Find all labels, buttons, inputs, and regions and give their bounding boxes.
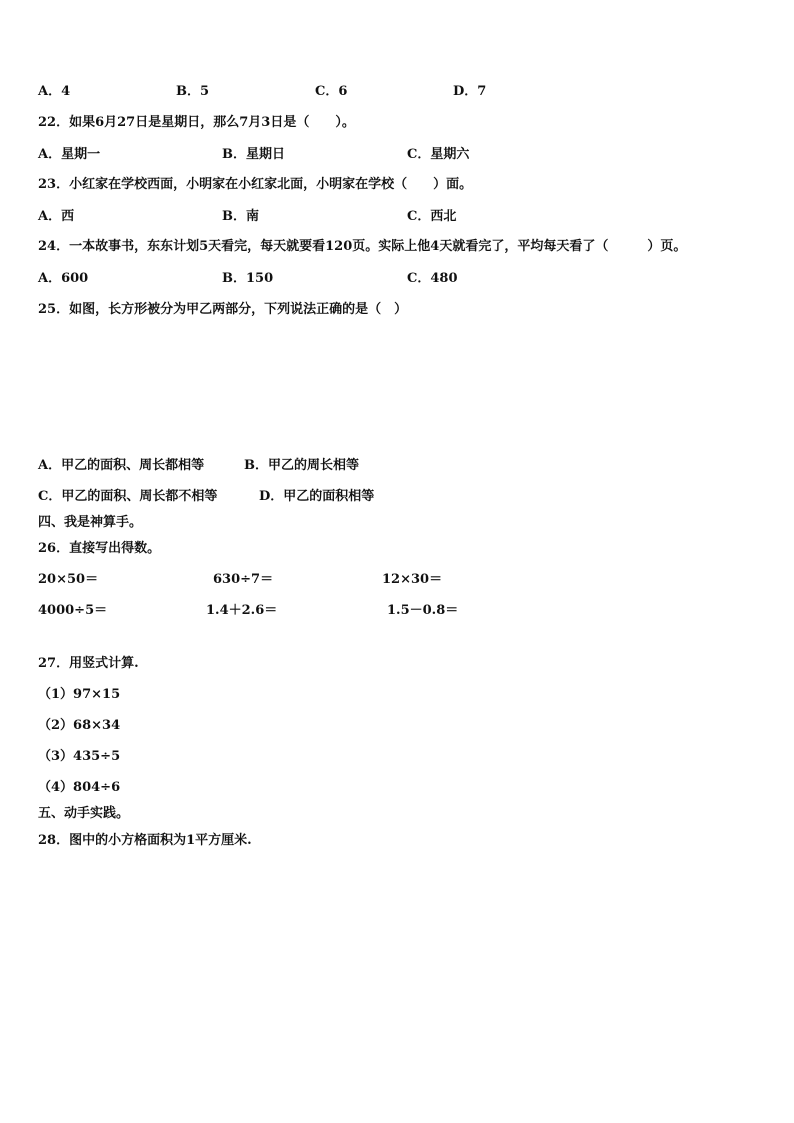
q26-expr-4[interactable]: 4000÷5＝ [38,603,108,618]
q27-item-4[interactable]: （4）804÷6 [38,780,121,795]
q26-expr-1[interactable]: 20×50＝ [38,572,99,587]
q28-figure-blank [38,856,758,1096]
q23-option-c[interactable]: C．西北 [407,209,457,224]
q25-option-b[interactable]: B．甲乙的周长相等 [244,458,359,473]
q26-expr-6[interactable]: 1.5－0.8＝ [387,603,459,618]
q23-stem: 23．小红家在学校西面，小明家在小红家北面，小明家在学校（ ）面。 [38,177,473,192]
q23-option-a[interactable]: A．西 [38,209,75,224]
q21-option-d[interactable]: D．7 [453,84,487,99]
section-five-title: 五、动手实践。 [38,806,130,821]
q25-option-c[interactable]: C．甲乙的面积、周长都不相等 [38,489,218,504]
q24-stem: 24．一本故事书，东东计划5天看完，每天就要看120页。实际上他4天就看完了，平均每天看了（ ）页。 [38,239,687,254]
q25-figure-blank [38,324,758,450]
q26-expr-2[interactable]: 630÷7＝ [213,572,274,587]
q22-option-c[interactable]: C．星期六 [407,147,470,162]
q28-stem: 28．图中的小方格面积为1平方厘米. [38,833,252,848]
q21-option-b[interactable]: B．5 [176,84,210,99]
q22-option-a[interactable]: A．星期一 [38,147,101,162]
q26-expr-3[interactable]: 12×30＝ [382,572,443,587]
q24-option-b[interactable]: B．150 [222,271,274,286]
q23-option-b[interactable]: B．南 [222,209,259,224]
q27-item-1[interactable]: （1）97×15 [38,687,121,702]
q24-option-c[interactable]: C．480 [407,271,458,286]
q26-stem: 26．直接写出得数。 [38,541,161,556]
q25-option-a[interactable]: A．甲乙的面积、周长都相等 [38,458,205,473]
q22-option-b[interactable]: B．星期日 [222,147,285,162]
q26-expr-5[interactable]: 1.4＋2.6＝ [206,603,278,618]
q22-stem: 22．如果6月27日是星期日，那么7月3日是（ ）。 [38,115,355,130]
q21-option-c[interactable]: C．6 [315,84,348,99]
q24-option-a[interactable]: A．600 [38,271,89,286]
q25-stem: 25．如图，长方形被分为甲乙两部分，下列说法正确的是（ ） [38,302,408,317]
q27-item-3[interactable]: （3）435÷5 [38,749,121,764]
q25-option-d[interactable]: D．甲乙的面积相等 [259,489,375,504]
q27-item-2[interactable]: （2）68×34 [38,718,121,733]
q21-option-a[interactable]: A．4 [38,84,71,99]
q27-stem: 27．用竖式计算. [38,656,139,671]
section-four-title: 四、我是神算手。 [38,515,143,530]
